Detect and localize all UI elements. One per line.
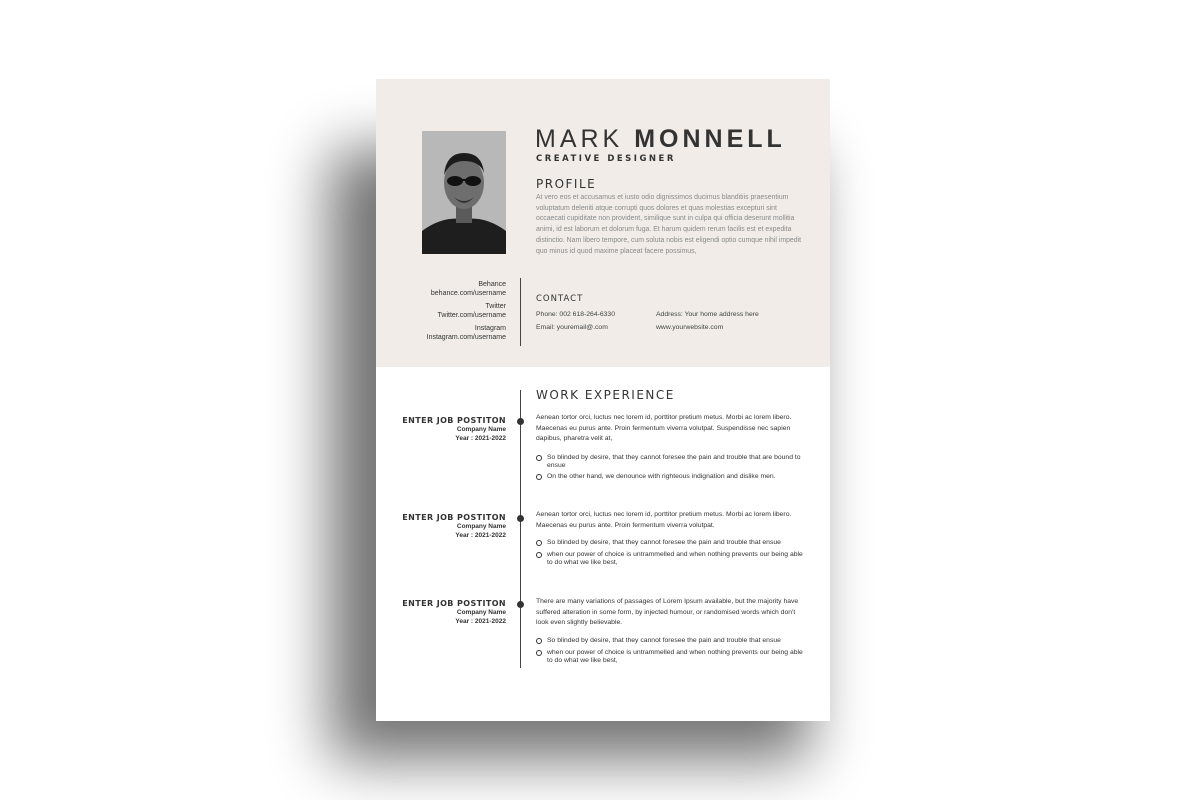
job-year: Year : 2021-2022 [455,618,506,625]
job-position: ENTER JOB POSTITON [402,416,506,425]
social-link: Twitter.com/username [437,311,506,319]
job-description: Aenean tortor orci, luctus nec lorem id, porttitor pretium metus. Morbi ac lorem libero. Maecenas eu purus ante. Proin fermentum viverra volutpat. Suspendisse nec sapien dapibus, pharetra velit at, [536,414,792,443]
social-label: Instagram [474,325,506,332]
timeline-line [520,390,521,668]
job-description: Aenean tortor orci, luctus nec lorem id, porttitor pretium metus. Morbi ac lorem libero. Maecenas eu purus ante. Proin fermentum viverra volutpat. [536,511,792,529]
job-meta [396,416,506,443]
profile-heading: PROFILE [536,177,597,191]
bullet-text: So blinded by desire, that they cannot foresee the pain and trouble that are bound to ensue [547,454,801,469]
bullet-circle-icon [536,474,542,480]
job-meta [396,513,506,540]
contact-phone: Phone: 002 618-264-6330 [536,311,615,318]
job-bullet [536,637,804,645]
job-company: Company Name [456,426,506,433]
social-behance [396,281,506,298]
job-position: ENTER JOB POSTITON [402,513,506,522]
job-position: ENTER JOB POSTITON [402,599,506,608]
header-divider-line [520,278,521,346]
social-instagram [396,325,506,342]
job-bullet [536,454,804,470]
social-label: Twitter [485,303,506,310]
job-description: There are many variations of passages of Lorem Ipsum available, but the majority have suffered alteration in some form, by injected humour, or randomised words which don't look even slightly believable. [536,598,799,627]
job-year: Year : 2021-2022 [455,532,506,539]
resume-page [376,79,830,721]
social-link: Instagram.com/username [426,333,506,341]
bullet-circle-icon [536,552,542,558]
profile-photo [422,131,506,254]
bullet-circle-icon [536,638,542,644]
bullet-text: when our power of choice is untrammelled and when nothing prevents our being able to do what we like best, [547,551,803,566]
bullet-text: So blinded by desire, that they cannot foresee the pain and trouble that ensue [547,637,781,644]
bullet-circle-icon [536,540,542,546]
contact-heading: CONTACT [536,294,584,304]
job-role: CREATIVE DESIGNER [536,154,676,164]
job-company: Company Name [456,523,506,530]
contact-email: Email: youremail@.com [536,324,608,331]
timeline-dot [517,418,524,425]
job-bullet [536,649,804,665]
bullet-circle-icon [536,455,542,461]
job-bullet [536,473,804,481]
job-company: Company Name [456,609,506,616]
social-label: Behance [478,281,506,288]
profile-text: At vero eos et accusamus et iusto odio dignissimos ducimus blanditiis praesentium voluptatum deleniti atque corrupti quos dolores et quas molestias excepturi sint occaecati cupiditate non provident, similique sunt in culpa qui officia deserunt mollitia animi, id est laborum et dolorum fuga. Et harum quidem rerum facilis est et expedita distinctio. Nam libero tempore, cum soluta nobis est eligendi optio cumque nihil impedit quo minus id quod maxime placeat facere possimus, [536,194,802,255]
work-experience-heading: WORK EXPERIENCE [536,388,675,402]
job-meta [396,599,506,626]
contact-address: Address: Your home address here [656,311,759,318]
last-name: MONNELL [634,125,786,153]
candidate-name [535,125,786,154]
timeline-dot [517,515,524,522]
bullet-text: On the other hand, we denounce with righteous indignation and dislike men. [547,473,776,480]
job-bullet [536,551,804,567]
bullet-text: when our power of choice is untrammelled and when nothing prevents our being able to do what we like best, [547,649,803,664]
contact-website: www.yourwebsite.com [656,324,724,331]
first-name: MARK [535,125,624,153]
social-twitter [396,303,506,320]
social-link: behance.com/username [430,289,506,297]
job-bullet [536,539,804,547]
timeline-dot [517,601,524,608]
bullet-text: So blinded by desire, that they cannot foresee the pain and trouble that ensue [547,539,781,546]
bullet-circle-icon [536,650,542,656]
job-year: Year : 2021-2022 [455,435,506,442]
